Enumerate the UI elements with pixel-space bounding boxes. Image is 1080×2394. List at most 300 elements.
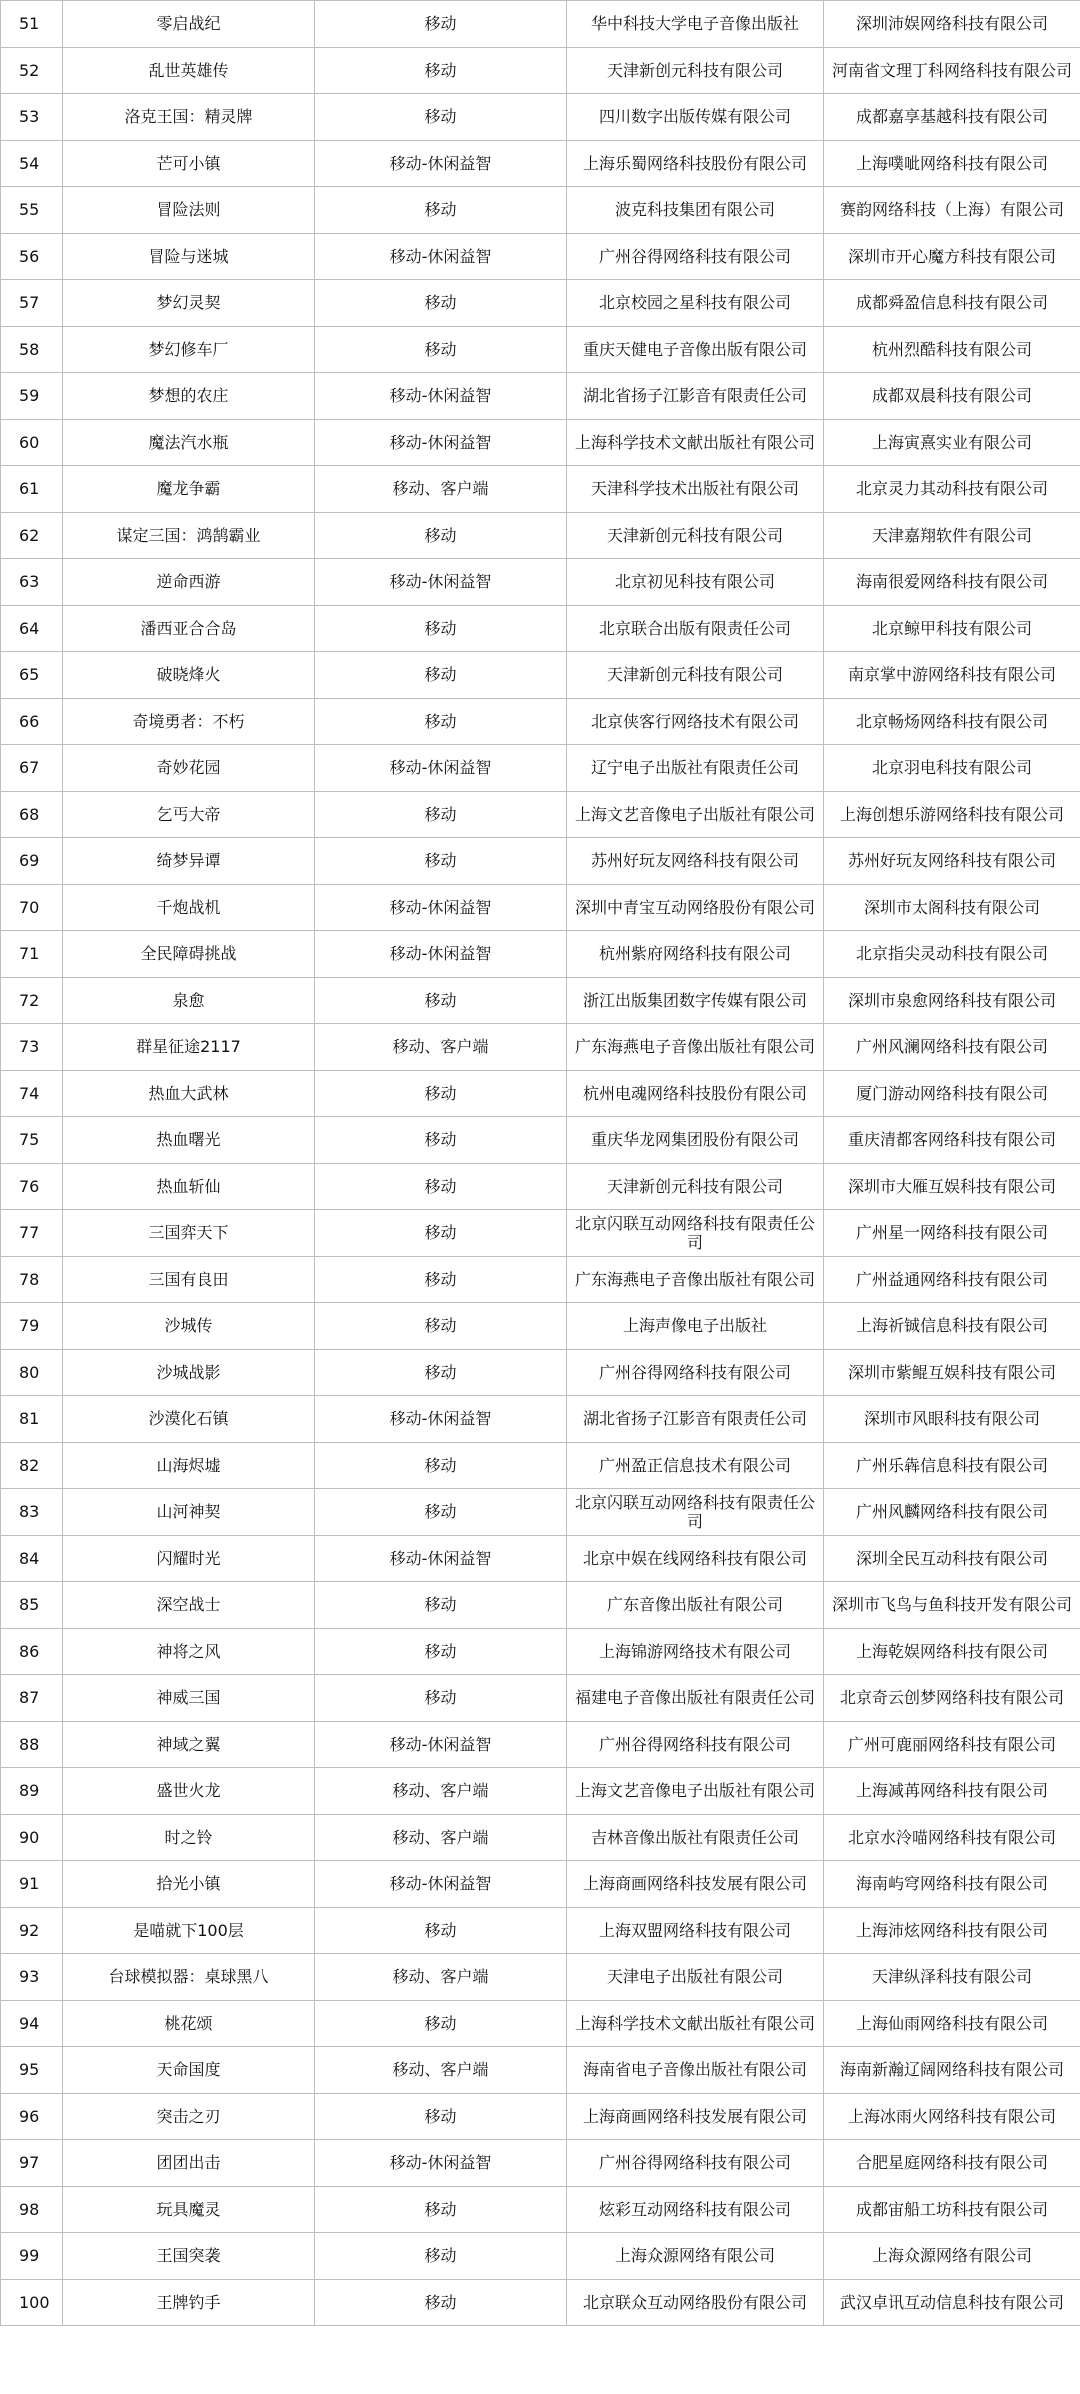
publisher-unit-cell: 上海锦游网络技术有限公司 bbox=[567, 1628, 824, 1675]
row-number-cell: 67 bbox=[1, 745, 63, 792]
game-type-cell: 移动-休闲益智 bbox=[315, 1535, 567, 1582]
row-number-cell: 93 bbox=[1, 1954, 63, 2001]
game-name-cell: 谋定三国：鸿鹄霸业 bbox=[63, 512, 315, 559]
publisher-unit-cell: 浙江出版集团数字传媒有限公司 bbox=[567, 977, 824, 1024]
publisher-unit-cell: 广州谷得网络科技有限公司 bbox=[567, 1349, 824, 1396]
row-number-cell: 76 bbox=[1, 1163, 63, 1210]
game-name-cell: 团团出击 bbox=[63, 2140, 315, 2187]
operator-unit-cell: 天津嘉翔软件有限公司 bbox=[824, 512, 1080, 559]
publisher-unit-cell: 北京初见科技有限公司 bbox=[567, 559, 824, 606]
game-name-cell: 奇境勇者：不朽 bbox=[63, 698, 315, 745]
row-number-cell: 98 bbox=[1, 2186, 63, 2233]
game-name-cell: 潘西亚合合岛 bbox=[63, 605, 315, 652]
operator-unit-cell: 北京鲸甲科技有限公司 bbox=[824, 605, 1080, 652]
row-number-cell: 97 bbox=[1, 2140, 63, 2187]
row-number-cell: 51 bbox=[1, 1, 63, 48]
game-type-cell: 移动 bbox=[315, 1, 567, 48]
table-row bbox=[1, 1628, 1080, 1675]
row-number-cell: 65 bbox=[1, 652, 63, 699]
game-name-cell: 梦幻修车厂 bbox=[63, 326, 315, 373]
operator-unit-cell: 广州星一网络科技有限公司 bbox=[824, 1210, 1080, 1257]
game-type-cell: 移动 bbox=[315, 512, 567, 559]
game-name-cell: 千炮战机 bbox=[63, 884, 315, 931]
row-number-cell: 94 bbox=[1, 2000, 63, 2047]
row-number-cell: 62 bbox=[1, 512, 63, 559]
operator-unit-cell: 深圳市紫鲲互娱科技有限公司 bbox=[824, 1349, 1080, 1396]
game-type-cell: 移动 bbox=[315, 698, 567, 745]
operator-unit-cell: 成都宙船工坊科技有限公司 bbox=[824, 2186, 1080, 2233]
game-type-cell: 移动 bbox=[315, 1349, 567, 1396]
game-name-cell: 神威三国 bbox=[63, 1675, 315, 1722]
operator-unit-cell: 杭州烈酷科技有限公司 bbox=[824, 326, 1080, 373]
row-number-cell: 90 bbox=[1, 1814, 63, 1861]
row-number-cell: 59 bbox=[1, 373, 63, 420]
game-name-cell: 热血曙光 bbox=[63, 1117, 315, 1164]
publisher-unit-cell: 广州谷得网络科技有限公司 bbox=[567, 233, 824, 280]
publisher-unit-cell: 波克科技集团有限公司 bbox=[567, 187, 824, 234]
publisher-unit-cell: 广东海燕电子音像出版社有限公司 bbox=[567, 1024, 824, 1071]
game-name-cell: 桃花颂 bbox=[63, 2000, 315, 2047]
publisher-unit-cell: 重庆天健电子音像出版有限公司 bbox=[567, 326, 824, 373]
row-number-cell: 85 bbox=[1, 1582, 63, 1629]
game-type-cell: 移动、客户端 bbox=[315, 1814, 567, 1861]
row-number-cell: 75 bbox=[1, 1117, 63, 1164]
game-name-cell: 泉愈 bbox=[63, 977, 315, 1024]
operator-unit-cell: 深圳市开心魔方科技有限公司 bbox=[824, 233, 1080, 280]
table-row bbox=[1, 2140, 1080, 2187]
operator-unit-cell: 北京水泠喵网络科技有限公司 bbox=[824, 1814, 1080, 1861]
game-type-cell: 移动 bbox=[315, 1675, 567, 1722]
publisher-unit-cell: 广州盈正信息技术有限公司 bbox=[567, 1442, 824, 1489]
operator-unit-cell: 上海减苒网络科技有限公司 bbox=[824, 1768, 1080, 1815]
table-row bbox=[1, 559, 1080, 606]
game-name-cell: 群星征途2117 bbox=[63, 1024, 315, 1071]
operator-unit-cell: 重庆清都客网络科技有限公司 bbox=[824, 1117, 1080, 1164]
publisher-unit-cell: 上海文艺音像电子出版社有限公司 bbox=[567, 791, 824, 838]
table-row bbox=[1, 2186, 1080, 2233]
operator-unit-cell: 北京灵力其动科技有限公司 bbox=[824, 466, 1080, 513]
game-type-cell: 移动-休闲益智 bbox=[315, 2140, 567, 2187]
game-name-cell: 沙城传 bbox=[63, 1303, 315, 1350]
game-type-cell: 移动-休闲益智 bbox=[315, 559, 567, 606]
game-type-cell: 移动 bbox=[315, 187, 567, 234]
operator-unit-cell: 成都舜盈信息科技有限公司 bbox=[824, 280, 1080, 327]
table-row bbox=[1, 1303, 1080, 1350]
game-name-cell: 时之铃 bbox=[63, 1814, 315, 1861]
game-type-cell: 移动 bbox=[315, 977, 567, 1024]
game-type-cell: 移动 bbox=[315, 1628, 567, 1675]
publisher-unit-cell: 广州谷得网络科技有限公司 bbox=[567, 2140, 824, 2187]
operator-unit-cell: 上海祈铖信息科技有限公司 bbox=[824, 1303, 1080, 1350]
game-type-cell: 移动-休闲益智 bbox=[315, 1396, 567, 1443]
game-type-cell: 移动 bbox=[315, 1582, 567, 1629]
operator-unit-cell: 赛韵网络科技（上海）有限公司 bbox=[824, 187, 1080, 234]
table-row bbox=[1, 1117, 1080, 1164]
operator-unit-cell: 北京指尖灵动科技有限公司 bbox=[824, 931, 1080, 978]
game-name-cell: 奇妙花园 bbox=[63, 745, 315, 792]
game-name-cell: 突击之刃 bbox=[63, 2093, 315, 2140]
publisher-unit-cell: 天津新创元科技有限公司 bbox=[567, 47, 824, 94]
row-number-cell: 74 bbox=[1, 1070, 63, 1117]
row-number-cell: 87 bbox=[1, 1675, 63, 1722]
publisher-unit-cell: 北京侠客行网络技术有限公司 bbox=[567, 698, 824, 745]
game-name-cell: 盛世火龙 bbox=[63, 1768, 315, 1815]
table-row bbox=[1, 2093, 1080, 2140]
game-name-cell: 深空战士 bbox=[63, 1582, 315, 1629]
table-row bbox=[1, 2233, 1080, 2280]
table-row bbox=[1, 1535, 1080, 1582]
table-row bbox=[1, 1489, 1080, 1536]
operator-unit-cell: 成都双晨科技有限公司 bbox=[824, 373, 1080, 420]
publisher-unit-cell: 上海商画网络科技发展有限公司 bbox=[567, 1861, 824, 1908]
table-row bbox=[1, 884, 1080, 931]
publisher-unit-cell: 炫彩互动网络科技有限公司 bbox=[567, 2186, 824, 2233]
table-row bbox=[1, 1442, 1080, 1489]
publisher-unit-cell: 上海商画网络科技发展有限公司 bbox=[567, 2093, 824, 2140]
table-row bbox=[1, 1861, 1080, 1908]
row-number-cell: 57 bbox=[1, 280, 63, 327]
game-type-cell: 移动-休闲益智 bbox=[315, 233, 567, 280]
game-type-cell: 移动、客户端 bbox=[315, 1024, 567, 1071]
game-type-cell: 移动-休闲益智 bbox=[315, 931, 567, 978]
operator-unit-cell: 成都嘉享基越科技有限公司 bbox=[824, 94, 1080, 141]
game-type-cell: 移动、客户端 bbox=[315, 2047, 567, 2094]
table-row bbox=[1, 2279, 1080, 2326]
game-type-cell: 移动 bbox=[315, 2093, 567, 2140]
operator-unit-cell: 厦门游动网络科技有限公司 bbox=[824, 1070, 1080, 1117]
table-row bbox=[1, 977, 1080, 1024]
table-row bbox=[1, 47, 1080, 94]
publisher-unit-cell: 湖北省扬子江影音有限责任公司 bbox=[567, 373, 824, 420]
game-type-cell: 移动 bbox=[315, 1303, 567, 1350]
operator-unit-cell: 广州风麟网络科技有限公司 bbox=[824, 1489, 1080, 1536]
game-type-cell: 移动、客户端 bbox=[315, 1954, 567, 2001]
table-row bbox=[1, 326, 1080, 373]
publisher-unit-cell: 湖北省扬子江影音有限责任公司 bbox=[567, 1396, 824, 1443]
game-name-cell: 热血斩仙 bbox=[63, 1163, 315, 1210]
table-row bbox=[1, 1954, 1080, 2001]
table-row bbox=[1, 512, 1080, 559]
table-row bbox=[1, 2047, 1080, 2094]
game-type-cell: 移动 bbox=[315, 652, 567, 699]
table-row bbox=[1, 466, 1080, 513]
table-row bbox=[1, 1396, 1080, 1443]
table-row bbox=[1, 1582, 1080, 1629]
table-row bbox=[1, 1349, 1080, 1396]
game-name-cell: 闪耀时光 bbox=[63, 1535, 315, 1582]
game-name-cell: 拾光小镇 bbox=[63, 1861, 315, 1908]
table-row bbox=[1, 838, 1080, 885]
row-number-cell: 82 bbox=[1, 1442, 63, 1489]
table-row bbox=[1, 94, 1080, 141]
publisher-unit-cell: 重庆华龙网集团股份有限公司 bbox=[567, 1117, 824, 1164]
row-number-cell: 54 bbox=[1, 140, 63, 187]
game-type-cell: 移动-休闲益智 bbox=[315, 373, 567, 420]
game-name-cell: 冒险与迷城 bbox=[63, 233, 315, 280]
publisher-unit-cell: 北京闪联互动网络科技有限责任公司 bbox=[567, 1210, 824, 1257]
game-type-cell: 移动 bbox=[315, 47, 567, 94]
game-type-cell: 移动 bbox=[315, 2279, 567, 2326]
game-name-cell: 沙城战影 bbox=[63, 1349, 315, 1396]
row-number-cell: 80 bbox=[1, 1349, 63, 1396]
game-name-cell: 神域之翼 bbox=[63, 1721, 315, 1768]
operator-unit-cell: 广州益通网络科技有限公司 bbox=[824, 1256, 1080, 1303]
row-number-cell: 60 bbox=[1, 419, 63, 466]
publisher-unit-cell: 北京校园之星科技有限公司 bbox=[567, 280, 824, 327]
operator-unit-cell: 上海寅熹实业有限公司 bbox=[824, 419, 1080, 466]
game-name-cell: 是喵就下100层 bbox=[63, 1907, 315, 1954]
publisher-unit-cell: 上海科学技术文献出版社有限公司 bbox=[567, 419, 824, 466]
game-name-cell: 三国弈天下 bbox=[63, 1210, 315, 1257]
publisher-unit-cell: 北京闪联互动网络科技有限责任公司 bbox=[567, 1489, 824, 1536]
game-type-cell: 移动-休闲益智 bbox=[315, 1721, 567, 1768]
game-name-cell: 台球模拟器：桌球黑八 bbox=[63, 1954, 315, 2001]
operator-unit-cell: 上海乾娱网络科技有限公司 bbox=[824, 1628, 1080, 1675]
table-row bbox=[1, 1163, 1080, 1210]
operator-unit-cell: 上海创想乐游网络科技有限公司 bbox=[824, 791, 1080, 838]
game-name-cell: 洛克王国：精灵牌 bbox=[63, 94, 315, 141]
row-number-cell: 79 bbox=[1, 1303, 63, 1350]
table-row bbox=[1, 233, 1080, 280]
game-type-cell: 移动 bbox=[315, 838, 567, 885]
operator-unit-cell: 深圳市大雁互娱科技有限公司 bbox=[824, 1163, 1080, 1210]
publisher-unit-cell: 上海文艺音像电子出版社有限公司 bbox=[567, 1768, 824, 1815]
publisher-unit-cell: 广东音像出版社有限公司 bbox=[567, 1582, 824, 1629]
table-row bbox=[1, 605, 1080, 652]
publisher-unit-cell: 北京联众互动网络股份有限公司 bbox=[567, 2279, 824, 2326]
table-row bbox=[1, 2000, 1080, 2047]
table-row bbox=[1, 1675, 1080, 1722]
row-number-cell: 58 bbox=[1, 326, 63, 373]
operator-unit-cell: 河南省文理丁科网络科技有限公司 bbox=[824, 47, 1080, 94]
table-row bbox=[1, 373, 1080, 420]
table-row bbox=[1, 1907, 1080, 1954]
table-row bbox=[1, 698, 1080, 745]
game-name-cell: 神将之风 bbox=[63, 1628, 315, 1675]
game-type-cell: 移动-休闲益智 bbox=[315, 419, 567, 466]
game-type-cell: 移动 bbox=[315, 791, 567, 838]
row-number-cell: 91 bbox=[1, 1861, 63, 1908]
game-type-cell: 移动 bbox=[315, 2000, 567, 2047]
publisher-unit-cell: 上海科学技术文献出版社有限公司 bbox=[567, 2000, 824, 2047]
row-number-cell: 78 bbox=[1, 1256, 63, 1303]
game-type-cell: 移动 bbox=[315, 1907, 567, 1954]
game-type-cell: 移动 bbox=[315, 1210, 567, 1257]
table-row bbox=[1, 280, 1080, 327]
game-name-cell: 零启战纪 bbox=[63, 1, 315, 48]
game-name-cell: 乞丐大帝 bbox=[63, 791, 315, 838]
game-name-cell: 逆命西游 bbox=[63, 559, 315, 606]
row-number-cell: 68 bbox=[1, 791, 63, 838]
game-type-cell: 移动-休闲益智 bbox=[315, 1861, 567, 1908]
operator-unit-cell: 深圳市泉愈网络科技有限公司 bbox=[824, 977, 1080, 1024]
operator-unit-cell: 上海沛炫网络科技有限公司 bbox=[824, 1907, 1080, 1954]
operator-unit-cell: 武汉卓讯互动信息科技有限公司 bbox=[824, 2279, 1080, 2326]
game-name-cell: 热血大武林 bbox=[63, 1070, 315, 1117]
game-type-cell: 移动 bbox=[315, 1489, 567, 1536]
publisher-unit-cell: 天津新创元科技有限公司 bbox=[567, 512, 824, 559]
table-row bbox=[1, 652, 1080, 699]
publisher-unit-cell: 上海乐蜀网络科技股份有限公司 bbox=[567, 140, 824, 187]
operator-unit-cell: 上海冰雨火网络科技有限公司 bbox=[824, 2093, 1080, 2140]
table-row bbox=[1, 1768, 1080, 1815]
row-number-cell: 64 bbox=[1, 605, 63, 652]
game-type-cell: 移动 bbox=[315, 1117, 567, 1164]
operator-unit-cell: 苏州好玩友网络科技有限公司 bbox=[824, 838, 1080, 885]
game-type-cell: 移动、客户端 bbox=[315, 1768, 567, 1815]
operator-unit-cell: 上海仙雨网络科技有限公司 bbox=[824, 2000, 1080, 2047]
row-number-cell: 96 bbox=[1, 2093, 63, 2140]
publisher-unit-cell: 杭州电魂网络科技股份有限公司 bbox=[567, 1070, 824, 1117]
publisher-unit-cell: 四川数字出版传媒有限公司 bbox=[567, 94, 824, 141]
operator-unit-cell: 上海噗呲网络科技有限公司 bbox=[824, 140, 1080, 187]
operator-unit-cell: 北京畅炀网络科技有限公司 bbox=[824, 698, 1080, 745]
row-number-cell: 53 bbox=[1, 94, 63, 141]
row-number-cell: 92 bbox=[1, 1907, 63, 1954]
table-row bbox=[1, 140, 1080, 187]
game-name-cell: 三国有良田 bbox=[63, 1256, 315, 1303]
table-row bbox=[1, 1721, 1080, 1768]
operator-unit-cell: 天津纵泽科技有限公司 bbox=[824, 1954, 1080, 2001]
publisher-unit-cell: 上海众源网络有限公司 bbox=[567, 2233, 824, 2280]
game-type-cell: 移动-休闲益智 bbox=[315, 140, 567, 187]
publisher-unit-cell: 上海双盟网络科技有限公司 bbox=[567, 1907, 824, 1954]
row-number-cell: 99 bbox=[1, 2233, 63, 2280]
game-name-cell: 山河神契 bbox=[63, 1489, 315, 1536]
row-number-cell: 88 bbox=[1, 1721, 63, 1768]
game-type-cell: 移动 bbox=[315, 605, 567, 652]
game-name-cell: 梦幻灵契 bbox=[63, 280, 315, 327]
operator-unit-cell: 广州乐犇信息科技有限公司 bbox=[824, 1442, 1080, 1489]
operator-unit-cell: 南京掌中游网络科技有限公司 bbox=[824, 652, 1080, 699]
operator-unit-cell: 深圳市飞鸟与鱼科技开发有限公司 bbox=[824, 1582, 1080, 1629]
operator-unit-cell: 海南屿穹网络科技有限公司 bbox=[824, 1861, 1080, 1908]
row-number-cell: 63 bbox=[1, 559, 63, 606]
operator-unit-cell: 深圳市太阁科技有限公司 bbox=[824, 884, 1080, 931]
game-type-cell: 移动 bbox=[315, 1163, 567, 1210]
row-number-cell: 100 bbox=[1, 2279, 63, 2326]
game-type-cell: 移动-休闲益智 bbox=[315, 745, 567, 792]
row-number-cell: 89 bbox=[1, 1768, 63, 1815]
game-name-cell: 绮梦异谭 bbox=[63, 838, 315, 885]
publisher-unit-cell: 天津电子出版社有限公司 bbox=[567, 1954, 824, 2001]
operator-unit-cell: 深圳市风眼科技有限公司 bbox=[824, 1396, 1080, 1443]
row-number-cell: 71 bbox=[1, 931, 63, 978]
game-name-cell: 王国突袭 bbox=[63, 2233, 315, 2280]
publisher-unit-cell: 广州谷得网络科技有限公司 bbox=[567, 1721, 824, 1768]
table-row bbox=[1, 791, 1080, 838]
publisher-unit-cell: 北京中娱在线网络科技有限公司 bbox=[567, 1535, 824, 1582]
game-type-cell: 移动-休闲益智 bbox=[315, 884, 567, 931]
operator-unit-cell: 海南很爱网络科技有限公司 bbox=[824, 559, 1080, 606]
operator-unit-cell: 深圳沛娱网络科技有限公司 bbox=[824, 1, 1080, 48]
game-name-cell: 梦想的农庄 bbox=[63, 373, 315, 420]
publisher-unit-cell: 天津新创元科技有限公司 bbox=[567, 1163, 824, 1210]
operator-unit-cell: 北京奇云创梦网络科技有限公司 bbox=[824, 1675, 1080, 1722]
game-name-cell: 冒险法则 bbox=[63, 187, 315, 234]
operator-unit-cell: 上海众源网络有限公司 bbox=[824, 2233, 1080, 2280]
table-row bbox=[1, 1814, 1080, 1861]
publisher-unit-cell: 辽宁电子出版社有限责任公司 bbox=[567, 745, 824, 792]
row-number-cell: 61 bbox=[1, 466, 63, 513]
row-number-cell: 69 bbox=[1, 838, 63, 885]
row-number-cell: 77 bbox=[1, 1210, 63, 1257]
game-name-cell: 魔龙争霸 bbox=[63, 466, 315, 513]
game-name-cell: 玩具魔灵 bbox=[63, 2186, 315, 2233]
game-type-cell: 移动 bbox=[315, 1256, 567, 1303]
publisher-unit-cell: 海南省电子音像出版社有限公司 bbox=[567, 2047, 824, 2094]
row-number-cell: 84 bbox=[1, 1535, 63, 1582]
game-type-cell: 移动 bbox=[315, 280, 567, 327]
publisher-unit-cell: 广东海燕电子音像出版社有限公司 bbox=[567, 1256, 824, 1303]
table-row bbox=[1, 1070, 1080, 1117]
game-name-cell: 全民障碍挑战 bbox=[63, 931, 315, 978]
publisher-unit-cell: 华中科技大学电子音像出版社 bbox=[567, 1, 824, 48]
table-row bbox=[1, 1, 1080, 48]
game-name-cell: 破晓烽火 bbox=[63, 652, 315, 699]
operator-unit-cell: 深圳全民互动科技有限公司 bbox=[824, 1535, 1080, 1582]
row-number-cell: 86 bbox=[1, 1628, 63, 1675]
row-number-cell: 56 bbox=[1, 233, 63, 280]
operator-unit-cell: 广州可鹿丽网络科技有限公司 bbox=[824, 1721, 1080, 1768]
operator-unit-cell: 广州风澜网络科技有限公司 bbox=[824, 1024, 1080, 1071]
game-name-cell: 芒可小镇 bbox=[63, 140, 315, 187]
row-number-cell: 55 bbox=[1, 187, 63, 234]
game-type-cell: 移动 bbox=[315, 2186, 567, 2233]
row-number-cell: 83 bbox=[1, 1489, 63, 1536]
row-number-cell: 73 bbox=[1, 1024, 63, 1071]
game-type-cell: 移动 bbox=[315, 326, 567, 373]
table-row bbox=[1, 1256, 1080, 1303]
table-row bbox=[1, 1024, 1080, 1071]
table-row bbox=[1, 745, 1080, 792]
game-type-cell: 移动、客户端 bbox=[315, 466, 567, 513]
row-number-cell: 95 bbox=[1, 2047, 63, 2094]
table-row bbox=[1, 1210, 1080, 1257]
game-type-cell: 移动 bbox=[315, 2233, 567, 2280]
game-name-cell: 魔法汽水瓶 bbox=[63, 419, 315, 466]
game-name-cell: 王牌钓手 bbox=[63, 2279, 315, 2326]
game-type-cell: 移动 bbox=[315, 1070, 567, 1117]
publisher-unit-cell: 天津新创元科技有限公司 bbox=[567, 652, 824, 699]
operator-unit-cell: 海南新瀚辽阔网络科技有限公司 bbox=[824, 2047, 1080, 2094]
row-number-cell: 70 bbox=[1, 884, 63, 931]
table-row bbox=[1, 187, 1080, 234]
publisher-unit-cell: 福建电子音像出版社有限责任公司 bbox=[567, 1675, 824, 1722]
row-number-cell: 81 bbox=[1, 1396, 63, 1443]
row-number-cell: 66 bbox=[1, 698, 63, 745]
table-body bbox=[1, 1, 1080, 2326]
publisher-unit-cell: 吉林音像出版社有限责任公司 bbox=[567, 1814, 824, 1861]
game-type-cell: 移动 bbox=[315, 1442, 567, 1489]
table-row bbox=[1, 931, 1080, 978]
publisher-unit-cell: 上海声像电子出版社 bbox=[567, 1303, 824, 1350]
publisher-unit-cell: 深圳中青宝互动网络股份有限公司 bbox=[567, 884, 824, 931]
publisher-unit-cell: 天津科学技术出版社有限公司 bbox=[567, 466, 824, 513]
game-name-cell: 乱世英雄传 bbox=[63, 47, 315, 94]
publisher-unit-cell: 北京联合出版有限责任公司 bbox=[567, 605, 824, 652]
publisher-unit-cell: 苏州好玩友网络科技有限公司 bbox=[567, 838, 824, 885]
publisher-unit-cell: 杭州紫府网络科技有限公司 bbox=[567, 931, 824, 978]
game-type-cell: 移动 bbox=[315, 94, 567, 141]
row-number-cell: 72 bbox=[1, 977, 63, 1024]
table-row bbox=[1, 419, 1080, 466]
row-number-cell: 52 bbox=[1, 47, 63, 94]
game-name-cell: 天命国度 bbox=[63, 2047, 315, 2094]
game-name-cell: 沙漠化石镇 bbox=[63, 1396, 315, 1443]
operator-unit-cell: 合肥星庭网络科技有限公司 bbox=[824, 2140, 1080, 2187]
operator-unit-cell: 北京羽电科技有限公司 bbox=[824, 745, 1080, 792]
